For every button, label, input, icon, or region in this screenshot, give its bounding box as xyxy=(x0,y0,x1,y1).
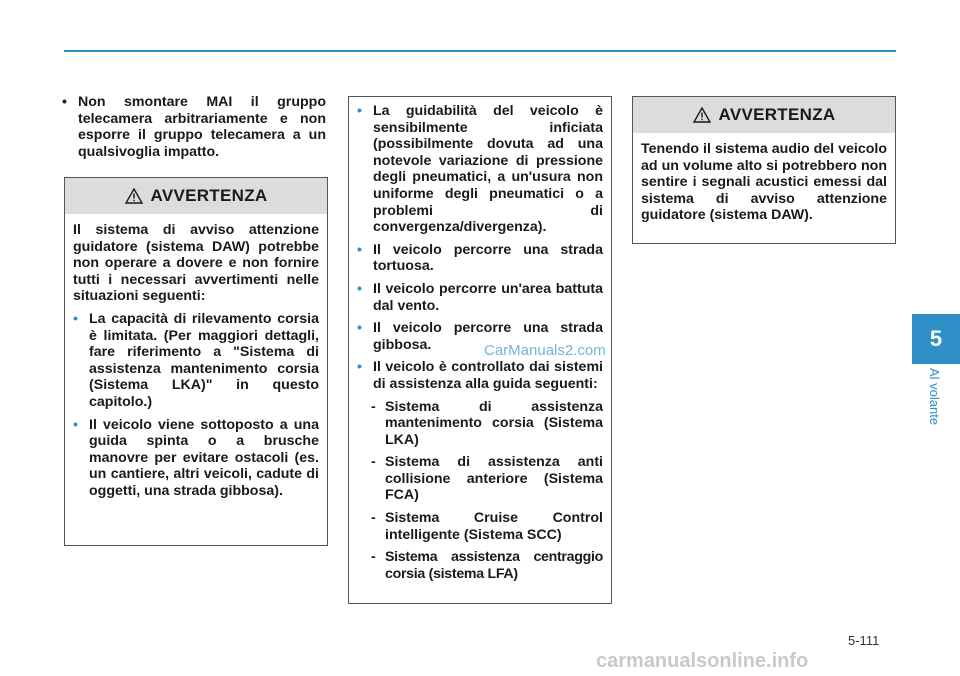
list-item xyxy=(73,417,319,500)
warning-box-right xyxy=(632,96,896,244)
intro-section xyxy=(62,94,326,166)
warning-header xyxy=(65,178,327,214)
list-item-text: La capacità di rilevamento corsia è limitata. (Per maggiori dettagli, fare riferimento a "Sistema di assistenza mantenimento corsia (Sistema LKA)" in questo capitolo.) xyxy=(89,310,319,410)
sub-dash: - xyxy=(371,398,376,415)
chapter-tab: 5 xyxy=(912,314,960,364)
list-item-text: La guidabilità del veicolo è sensibilmente inficiata (possibilmente dovuta ad una notevole variazione di pressione degli pneumatici, a un'usura non uniforme degli pneumatici o a problemi di convergenza/divergenza). xyxy=(373,103,603,236)
page-number: 5-111 xyxy=(848,633,880,648)
list-item-text: Il veicolo è controllato dai sistemi di assistenza alla guida seguenti: xyxy=(373,359,603,392)
warning-box-left xyxy=(64,177,328,546)
sub-item xyxy=(357,549,603,582)
list-item-text: Il veicolo percorre un'area battuta dal vento. xyxy=(373,280,603,314)
bullet-dot: • xyxy=(357,280,362,297)
footer-watermark: carmanualsonline.info xyxy=(596,650,809,672)
sub-dash: - xyxy=(371,549,376,566)
sub-dash: - xyxy=(371,510,376,527)
sub-item xyxy=(357,399,603,449)
sub-item-text: Sistema di assistenza anti collisione anteriore (Sistema FCA) xyxy=(385,454,603,504)
warning-triangle-icon xyxy=(125,188,143,204)
warning-paragraph: Tenendo il sistema audio del veicolo ad un volume alto si potrebbero non sentire i segnali acustici emessi dal sistema di avviso attenzione guidatore (sistema DAW). xyxy=(641,141,887,224)
list-item xyxy=(357,242,603,275)
bullet-dot: • xyxy=(357,359,362,376)
bullet-dot: • xyxy=(357,320,362,337)
list-item-text: Il veicolo percorre una strada tortuosa. xyxy=(373,241,603,275)
warning-title: AVVERTENZA xyxy=(718,105,836,124)
bullet-dot: • xyxy=(357,241,362,258)
list-item-text: Il veicolo percorre una strada gibbosa. xyxy=(373,320,603,353)
bullet-dot: • xyxy=(357,103,362,119)
bullet-dot: • xyxy=(73,310,78,327)
sub-item-text: Sistema Cruise Control intelligente (Sistema SCC) xyxy=(385,510,603,543)
warning-triangle-icon xyxy=(693,107,711,123)
watermark: CarManuals2.com xyxy=(484,342,606,359)
intro-bullet xyxy=(62,94,326,160)
warning-body xyxy=(633,133,895,238)
sub-item xyxy=(357,510,603,543)
warning-title: AVVERTENZA xyxy=(150,186,268,205)
warning-header xyxy=(633,97,895,133)
sub-item-text: Sistema assistenza centraggio corsia (sistema LFA) xyxy=(385,549,603,582)
warning-paragraph: Il sistema di avviso attenzione guidatore (sistema DAW) potrebbe non operare a dovere e non fornire tutti i necessari avvertimenti nelle situazioni seguenti: xyxy=(73,222,319,305)
list-item xyxy=(357,103,603,236)
sub-item-text: Sistema di assistenza mantenimento corsia (Sistema LKA) xyxy=(385,398,603,448)
intro-bullet-text: Non smontare MAI il gruppo telecamera arbitrariamente e non esporre il gruppo telecamera a un qualsivoglia impatto. xyxy=(78,94,326,160)
bullet-dot: • xyxy=(62,94,67,110)
list-item-text: Il veicolo viene sottoposto a una guida spinta o a brusche manovre per evitare ostacoli (es. un cantiere, altri veicoli, cadute di oggetti, una strada gibbosa). xyxy=(89,416,319,499)
list-item xyxy=(357,281,603,314)
sub-item xyxy=(357,454,603,504)
warning-body xyxy=(65,214,327,514)
list-item xyxy=(357,359,603,392)
sub-dash: - xyxy=(371,454,376,471)
list-item xyxy=(73,311,319,411)
top-rule xyxy=(64,50,896,52)
bullet-dot: • xyxy=(73,416,78,433)
chapter-label: Al volante xyxy=(927,368,942,426)
